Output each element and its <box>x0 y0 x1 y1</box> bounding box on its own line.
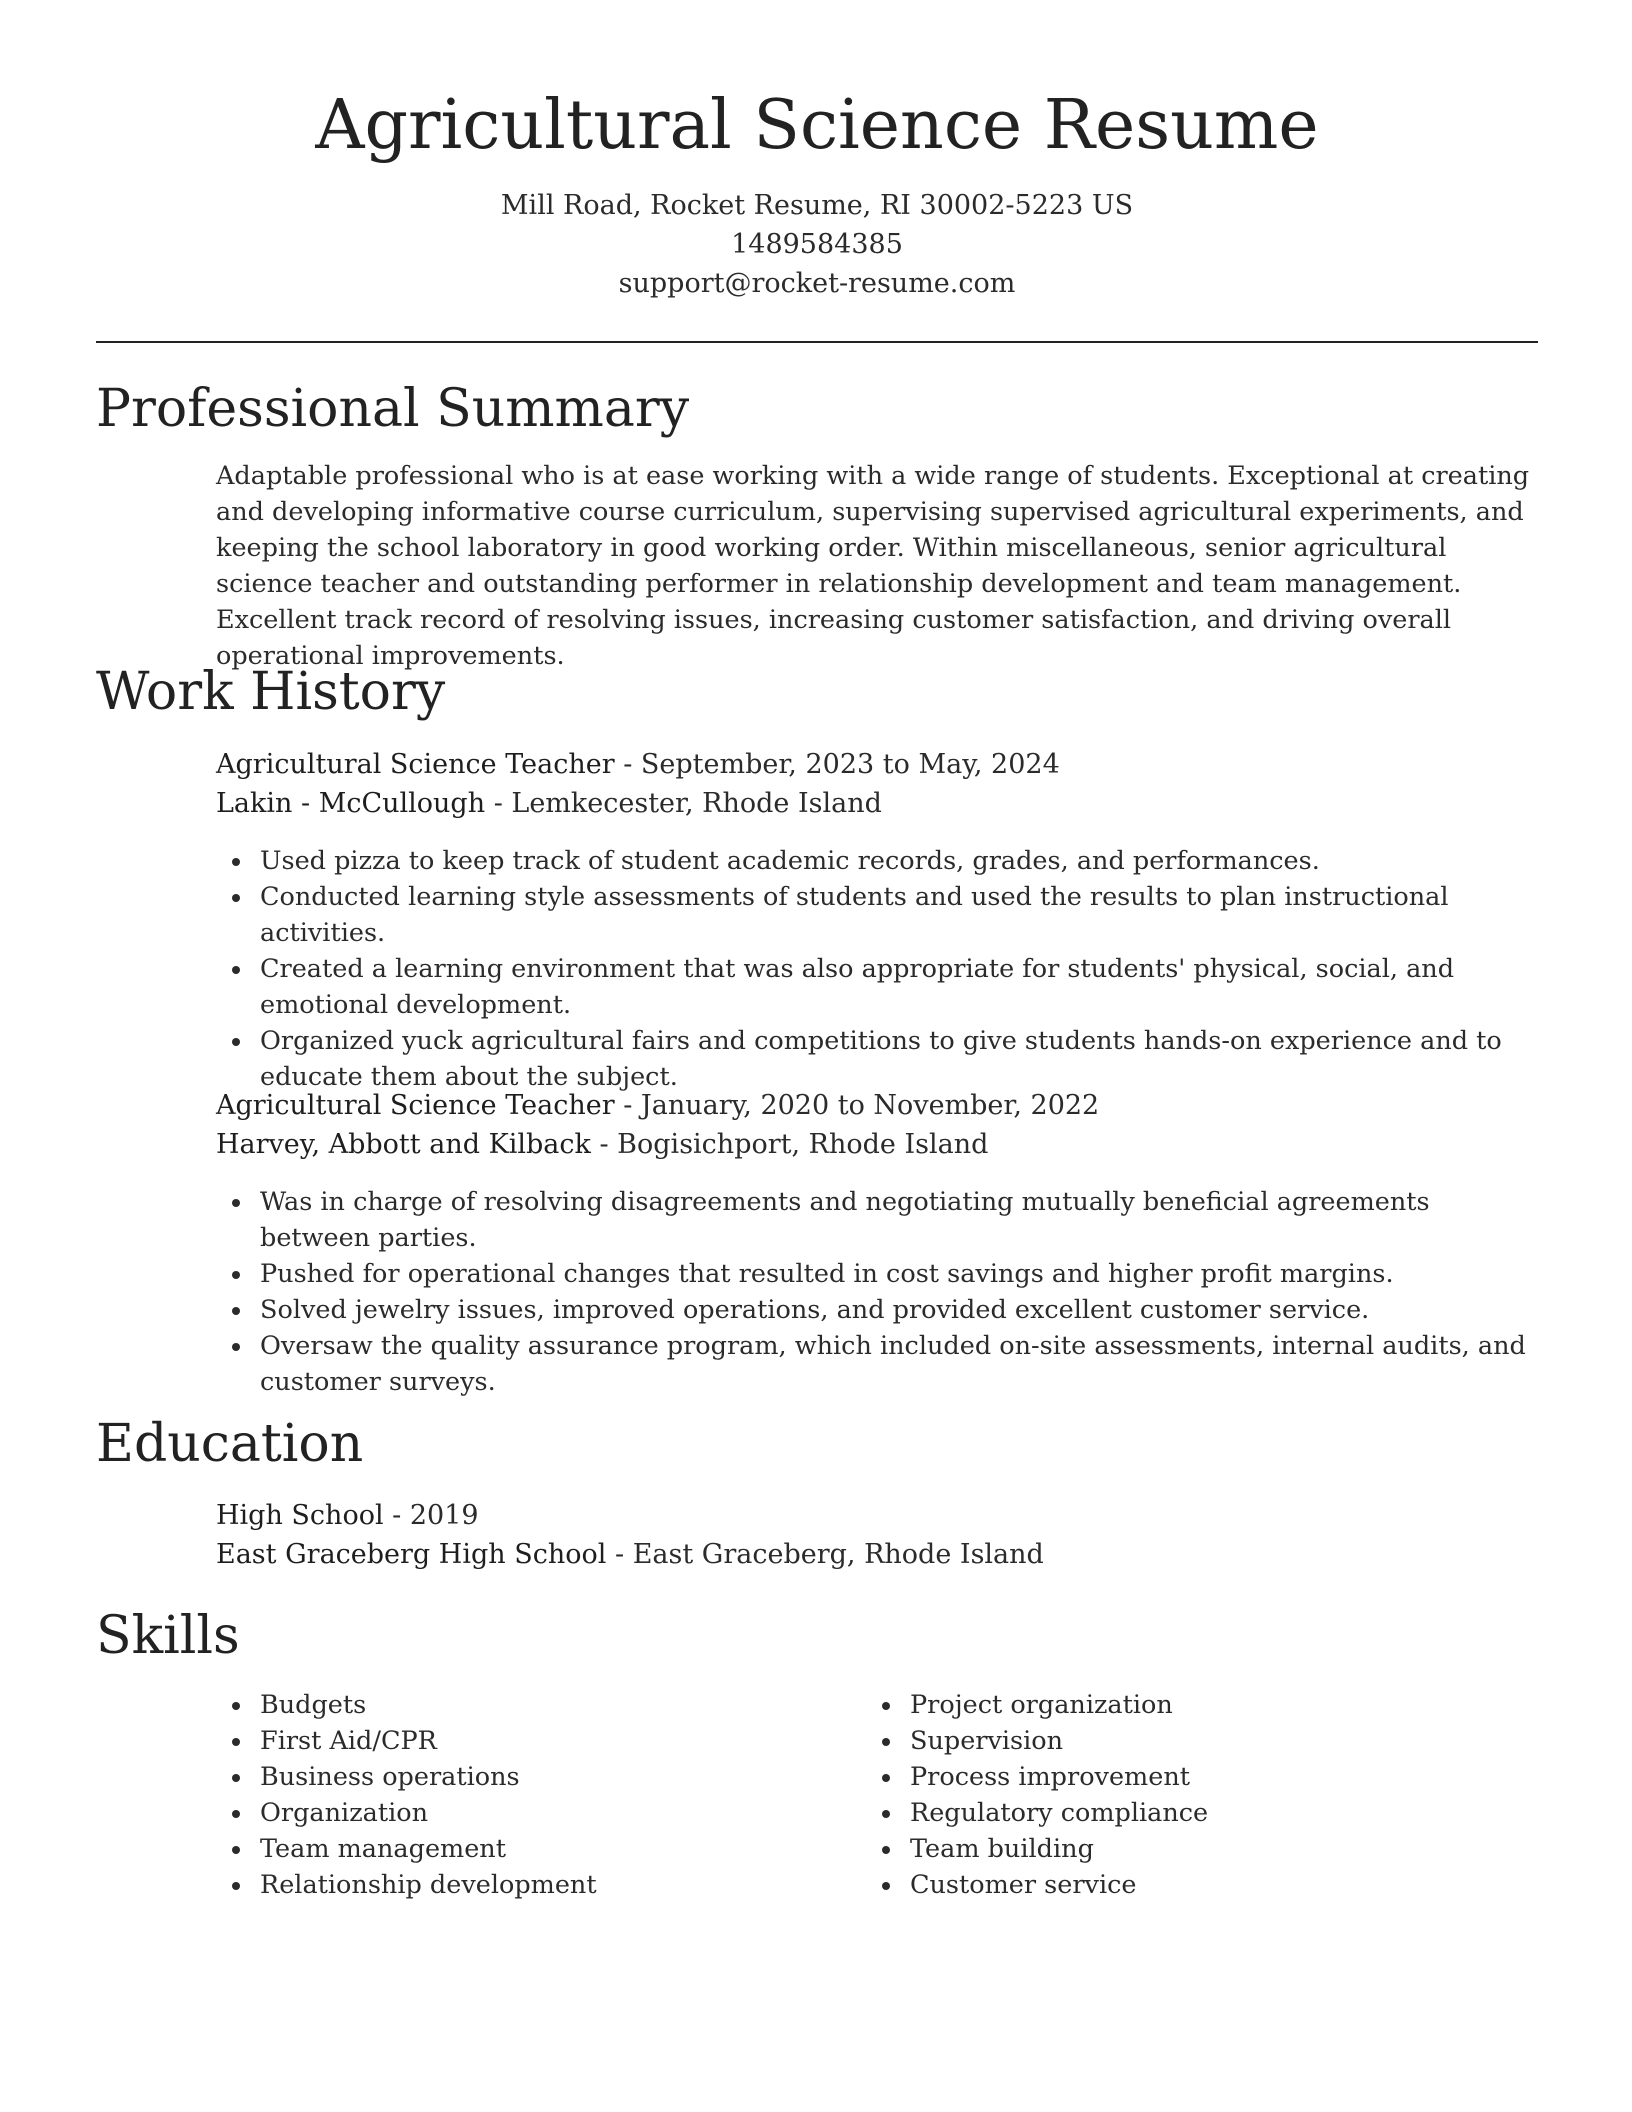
skill-item: First Aid/CPR <box>216 1723 856 1759</box>
education-school: East Graceberg High School <box>216 1539 607 1570</box>
skill-item: Process improvement <box>866 1759 1506 1795</box>
job-bullets <box>216 1184 1538 1400</box>
skills-list-right <box>866 1687 1506 1903</box>
job-dates: - September, 2023 to May, 2024 <box>614 749 1060 780</box>
skill-item: Business operations <box>216 1759 856 1795</box>
job-bullets <box>216 843 1538 1095</box>
skill-item: Team building <box>866 1831 1506 1867</box>
job-title-line <box>216 1086 1538 1125</box>
job-company: Harvey, Abbott and Kilback <box>216 1129 591 1160</box>
contact-phone: 1489584385 <box>731 229 903 260</box>
skill-item: Team management <box>216 1831 856 1867</box>
job-title: Agricultural Science Teacher <box>216 749 615 780</box>
job-dates: - January, 2020 to November, 2022 <box>614 1090 1100 1121</box>
job-company-line <box>216 1125 1538 1164</box>
job-bullet: Oversaw the quality assurance program, which included on-site assessments, internal audits, and customer surveys. <box>216 1328 1538 1400</box>
job-bullet: Created a learning environment that was also appropriate for students' physical, social, and emotional development. <box>216 951 1538 1023</box>
summary-heading: Professional Summary <box>96 379 690 439</box>
job-bullet: Solved jewelry issues, improved operations, and provided excellent customer service. <box>216 1292 1538 1328</box>
contact-address: Mill Road, Rocket Resume, RI 30002-5223 US <box>500 190 1134 221</box>
skill-item: Budgets <box>216 1687 856 1723</box>
job-company: Lakin - McCullough <box>216 788 486 819</box>
resume-title: Agricultural Science Resume <box>315 86 1319 165</box>
job-bullet: Conducted learning style assessments of students and used the results to plan instructional activities. <box>216 879 1538 951</box>
job-bullet: Was in charge of resolving disagreements and negotiating mutually beneficial agreements between parties. <box>216 1184 1538 1256</box>
skill-item: Relationship development <box>216 1867 856 1903</box>
skills-heading: Skills <box>96 1606 240 1666</box>
summary-text: Adaptable professional who is at ease working with a wide range of students. Exceptional at creating and developing informative course curriculum, supervising supervised agricultural experiments, and keeping the school laboratory in good working order. Within miscellaneous, senior agricultural science teacher and outstanding performer in relationship development and team management. Excellent track record of resolving issues, increasing customer satisfaction, and driving overall operational improvements. <box>216 461 1530 671</box>
education-location: - East Graceberg, Rhode Island <box>606 1539 1044 1570</box>
job-bullet: Pushed for operational changes that resulted in cost savings and higher profit margins. <box>216 1256 1538 1292</box>
skill-item: Project organization <box>866 1687 1506 1723</box>
job-bullet: Organized yuck agricultural fairs and competitions to give students hands-on experience and to educate them about the subject. <box>216 1023 1538 1095</box>
education-school-line <box>216 1535 1538 1574</box>
education-entry <box>216 1496 1538 1574</box>
education-year: - 2019 <box>383 1500 479 1531</box>
skill-item: Supervision <box>866 1723 1506 1759</box>
skill-item: Customer service <box>866 1867 1506 1903</box>
job-bullet: Used pizza to keep track of student academic records, grades, and performances. <box>216 843 1538 879</box>
summary-block <box>216 458 1538 674</box>
job-title-line <box>216 745 1538 784</box>
job-entry <box>216 1086 1538 1400</box>
job-location: - Lemkecester, Rhode Island <box>485 788 882 819</box>
skills-list-left <box>216 1687 856 1903</box>
job-entry <box>216 745 1538 1095</box>
education-degree-line <box>216 1496 1538 1535</box>
job-location: - Bogisichport, Rhode Island <box>590 1129 989 1160</box>
education-degree: High School <box>216 1500 384 1531</box>
header-divider <box>96 341 1538 343</box>
contact-email: support@rocket-resume.com <box>618 268 1016 299</box>
skill-item: Regulatory compliance <box>866 1795 1506 1831</box>
education-heading: Education <box>96 1414 364 1474</box>
job-company-line <box>216 784 1538 823</box>
work-history-heading: Work History <box>96 662 446 722</box>
skill-item: Organization <box>216 1795 856 1831</box>
job-title: Agricultural Science Teacher <box>216 1090 615 1121</box>
